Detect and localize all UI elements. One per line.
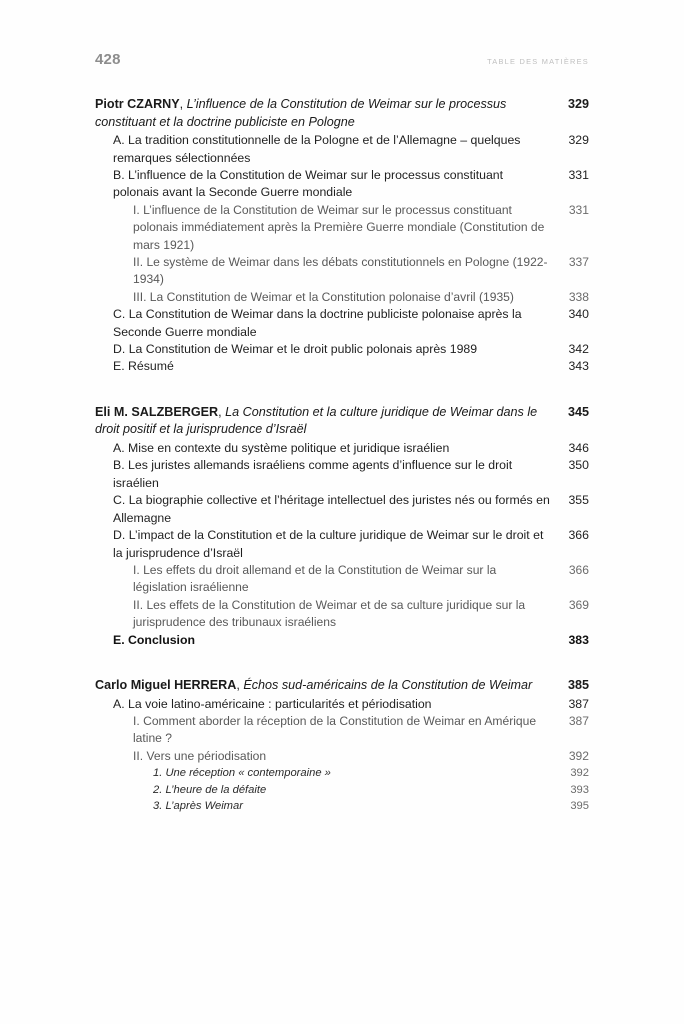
toc-entry-page-number: 342 (568, 342, 589, 357)
toc-entry[interactable] (95, 782, 589, 798)
toc-entry-label: E. Conclusion (113, 632, 195, 647)
page-folio-number: 428 (95, 51, 121, 68)
toc-entry-page-number: 387 (568, 713, 589, 728)
toc-entry-page-number: 369 (568, 597, 589, 612)
toc-entry-label: 3. L’après Weimar (153, 799, 243, 812)
contribution-title: L’influence de la Constitution de Weimar sur le processus constituant et la doctrine publiciste en Pologne (95, 97, 507, 129)
toc-entry-label: I. Comment aborder la réception de la Constitution de Weimar en Amérique latine ? (133, 713, 537, 746)
toc-entry-author[interactable] (95, 96, 589, 131)
toc-entry-label (95, 404, 551, 439)
toc-entry-label: I. L’influence de la Constitution de Weimar sur le processus constituant polonais immédiatement après la Première Guerre mondiale (Constitution de mars 1921) (133, 202, 545, 252)
author-title-separator: , (236, 677, 244, 692)
toc-entry[interactable] (95, 202, 589, 254)
author-title-separator: , (218, 404, 226, 419)
toc-entry[interactable] (95, 440, 589, 457)
toc-entry-label: B. Les juristes allemands israéliens comme agents d’influence sur le droit israélien (113, 458, 513, 490)
toc-entry[interactable] (95, 632, 589, 649)
toc-entry-label: A. La voie latino-américaine : particularités et périodisation (113, 696, 432, 711)
toc-entry[interactable] (95, 306, 589, 341)
running-head (95, 52, 589, 70)
toc-entry-page-number: 329 (568, 133, 589, 148)
contribution-title: La Constitution et la culture juridique de Weimar dans le droit positif et la jurisprudence d’Israël (95, 404, 538, 437)
toc-entry[interactable] (95, 167, 589, 202)
table-of-contents (95, 96, 589, 814)
toc-entry[interactable] (95, 289, 589, 306)
toc-entry-author[interactable] (95, 404, 589, 439)
toc-section (95, 404, 589, 649)
toc-entry-page-number: 366 (568, 562, 589, 577)
author-name: Eli M. SALZBERGER (95, 404, 219, 419)
toc-entry-label: A. Mise en contexte du système politique et juridique israélien (113, 441, 450, 456)
toc-entry[interactable] (95, 341, 589, 358)
toc-entry-label: C. La biographie collective et l’héritage intellectuel des juristes nés ou formés en Allemagne (113, 493, 550, 525)
toc-entry-page-number: 383 (568, 632, 589, 647)
toc-entry-label: A. La tradition constitutionnelle de la Pologne et de l’Allemagne – quelques remarques sélectionnées (113, 133, 521, 165)
author-name: Carlo Miguel HERRERA (95, 677, 237, 692)
toc-entry[interactable] (95, 132, 589, 167)
toc-entry[interactable] (95, 597, 589, 632)
toc-entry-label: E. Résumé (113, 359, 174, 374)
toc-entry-label: D. La Constitution de Weimar et le droit public polonais après 1989 (113, 342, 478, 357)
toc-entry-label: B. L’influence de la Constitution de Weimar sur le processus constituant polonais avant la Seconde Guerre mondiale (113, 168, 504, 200)
toc-entry-label: I. Les effets du droit allemand et de la Constitution de Weimar sur la législation israélienne (133, 562, 497, 595)
toc-entry[interactable] (95, 748, 589, 765)
toc-entry[interactable] (95, 358, 589, 375)
toc-entry[interactable] (95, 562, 589, 597)
toc-entry-page-number: 343 (568, 359, 589, 374)
toc-entry-page-number: 346 (568, 441, 589, 456)
toc-entry-page-number: 329 (567, 97, 589, 111)
toc-entry-page-number: 387 (568, 696, 589, 711)
toc-entry-page-number: 331 (568, 202, 589, 217)
toc-entry[interactable] (95, 492, 589, 527)
toc-entry-page-number: 366 (568, 528, 589, 543)
toc-entry-page-number: 385 (567, 677, 589, 692)
toc-entry-author[interactable] (95, 677, 589, 695)
toc-entry-page-number: 337 (568, 255, 589, 270)
toc-entry-page-number: 393 (570, 783, 589, 796)
toc-entry-label: C. La Constitution de Weimar dans la doctrine publiciste polonaise après la Seconde Guerre mondiale (113, 307, 522, 339)
toc-entry[interactable] (95, 713, 589, 748)
toc-entry-label: II. Les effets de la Constitution de Weimar et de sa culture juridique sur la jurisprudence des tribunaux israéliens (133, 597, 526, 630)
toc-entry-label (95, 677, 551, 695)
toc-entry[interactable] (95, 457, 589, 492)
toc-entry-page-number: 345 (567, 404, 589, 419)
author-title-separator: , (179, 97, 187, 111)
toc-entry-label: II. Le système de Weimar dans les débats constitutionnels en Pologne (1922-1934) (133, 255, 548, 287)
toc-entry-label (95, 96, 551, 131)
toc-entry-page-number: 350 (568, 458, 589, 473)
toc-entry-label: II. Vers une périodisation (133, 748, 267, 763)
toc-entry-page-number: 331 (568, 168, 589, 182)
toc-entry[interactable] (95, 527, 589, 562)
toc-entry[interactable] (95, 798, 589, 814)
toc-entry-page-number: 392 (570, 767, 589, 780)
toc-entry-label: III. La Constitution de Weimar et la Constitution polonaise d’avril (1935) (133, 289, 514, 304)
running-head-title: TABLE DES MATIÈRES (487, 57, 589, 66)
toc-entry-label: D. L’impact de la Constitution et de la culture juridique de Weimar sur le droit et la jurisprudence d’Israël (113, 528, 544, 560)
toc-entry-label: 2. L’heure de la défaite (153, 783, 267, 796)
contribution-title: Échos sud-américains de la Constitution de Weimar (243, 677, 533, 692)
toc-section (95, 96, 589, 376)
toc-entry-page-number: 395 (570, 799, 589, 812)
toc-entry-label: 1. Une réception « contemporaine » (153, 767, 331, 780)
author-name: Piotr CZARNY (95, 97, 180, 111)
toc-entry[interactable] (95, 696, 589, 713)
toc-section (95, 677, 589, 814)
toc-entry-page-number: 340 (568, 307, 589, 322)
toc-entry-page-number: 338 (568, 289, 589, 304)
toc-entry[interactable] (95, 765, 589, 781)
toc-entry-page-number: 355 (568, 493, 589, 508)
toc-entry[interactable] (95, 254, 589, 289)
toc-entry-page-number: 392 (568, 748, 589, 763)
